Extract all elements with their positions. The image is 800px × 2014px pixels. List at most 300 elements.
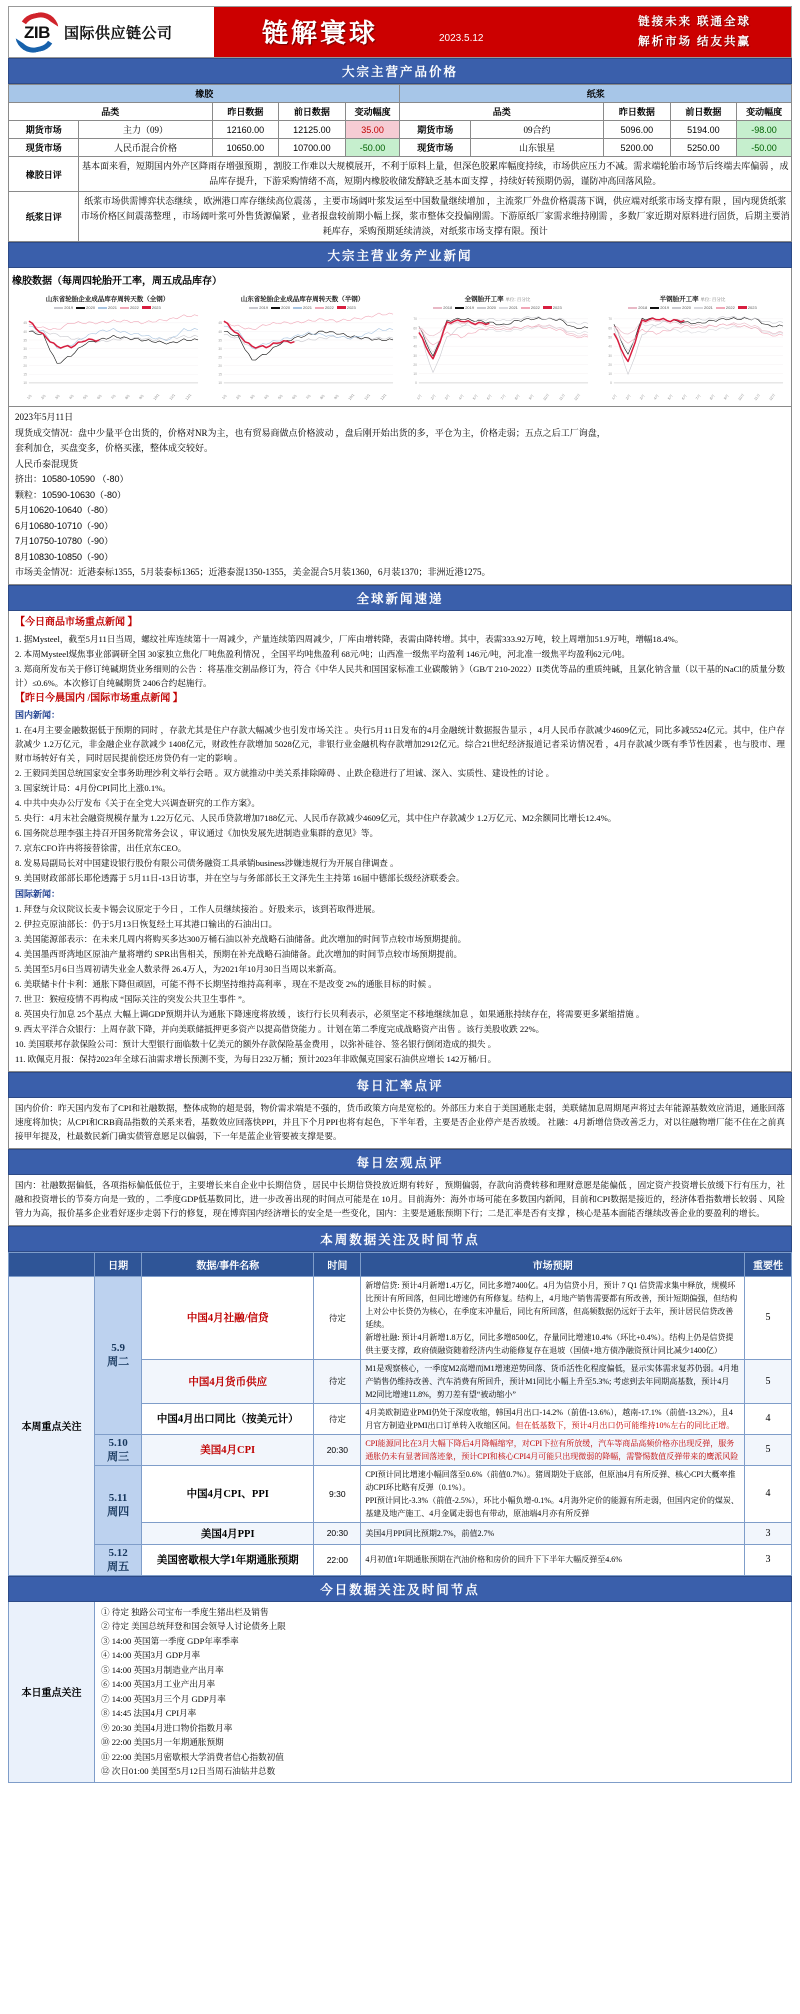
chart-series-2019 [614, 318, 783, 355]
pulp-spot-yesterday: 5200.00 [604, 139, 671, 157]
legend-label: 2021 [303, 305, 312, 310]
x-tick-label: 11/1 [168, 393, 177, 401]
today-focus-item: ⑧ 14:45 法国4月 CPI月率 [101, 1708, 197, 1718]
legend-swatch [672, 307, 681, 309]
news-item: 3. 郑商所发布关于修订纯碱期货业务细则的公告 ：将基准交割品修订为，符合《中华人民共和国国家标准工业碳酸钠 》（GB/T 210-2022）II类优等品的重质纯碱，且氯化钠含量（以干基的NaCl的质量分数计）≤0.6%。本次修订自纯碱期货 2406合约起施行。 [15, 663, 785, 688]
legend-entry [271, 305, 290, 310]
schedule-date: 5.9 [111, 1342, 125, 1354]
legend-label: 2023 [552, 305, 562, 310]
schedule-importance: 4 [744, 1403, 791, 1434]
spot-trading-block [8, 407, 792, 585]
legend-entry [249, 305, 268, 310]
x-tick-label: 5月 [666, 393, 674, 401]
pulp-spot-change: -50.00 [737, 139, 792, 157]
schedule-event-name: 美国4月CPI [142, 1434, 314, 1465]
legend-label: 2023 [747, 305, 757, 310]
col-change-rubber: 变动幅度 [345, 103, 400, 121]
chart-x-axis [208, 395, 397, 399]
svg-text:40: 40 [608, 344, 612, 349]
x-tick-label: 3月 [444, 393, 451, 401]
rubber-futures-change: 35.00 [345, 121, 400, 139]
x-tick-label: 3/1 [54, 393, 61, 401]
today-focus-item: ⑦ 14:00 英国3月三个月 GDP月率 [101, 1693, 226, 1704]
legend-label: 2018 [443, 305, 453, 310]
legend-entry [98, 305, 117, 310]
col-prev-pulp: 前日数据 [670, 103, 737, 121]
market-news-heading: 【昨日今晨国内 /国际市场重点新闻 】 [15, 692, 183, 704]
x-tick-label: 5月 [471, 393, 479, 401]
legend-label: 2021 [108, 305, 117, 310]
schedule-date: 5.10 [108, 1436, 128, 1449]
legend-entry [433, 305, 452, 310]
chart-title: 半钢胎开工率 单位: 百分比 [659, 296, 726, 303]
rubber-futures-prev: 12125.00 [279, 121, 346, 139]
chart-series-2020 [29, 331, 198, 363]
legend-label: 2020 [682, 305, 691, 310]
legend-entry [54, 305, 73, 310]
schedule-importance: 5 [744, 1359, 791, 1403]
news-item: 5. 央行：4月末社会融资规模存量为 1.22万亿元、人民币贷款增加7188亿元、人民币存款减少4609亿元，其中住户存款减少 1.2万亿元、M2余额同比增长12.4%。 [15, 812, 617, 823]
today-focus-list [95, 1602, 791, 1782]
svg-text:10: 10 [218, 381, 222, 386]
expectation-line: PPI预计同比-3.3%（前值-2.5%），环比小幅负增-0.1%。4月海外定价的能源有所走弱，但国内定价的煤炭、基建及地产施工、4月金属走弱也有带动，原油端4月亦有所反弹 [365, 1495, 739, 1518]
schedule-event-name: 中国4月出口同比（按美元计） [142, 1403, 314, 1434]
schedule-weekday: 周四 [107, 1505, 130, 1518]
company-logo [9, 7, 214, 57]
legend-swatch [315, 307, 324, 309]
spot-usd-line: 市场美金情况：近港泰标1355，5月装泰标1365；近港泰混1350-1355，美金混合5月装1360，6月装1370；非洲近港1275。 [15, 567, 491, 577]
expectation-line: CPI预计同比增速小幅回落至0.6%（前值0.7%）。猪周期处于底部，但原油4月有所反弹、核心CPI大概率推动CPI环比略有反弹（0.1%）。 [365, 1469, 736, 1492]
news-item: 8. 英国央行加息 25个基点 大幅上调GDP预期并认为通胀下降速度将放缓 ，该行行长贝利表示，必须坚定不移地继续加息 ，如果通胀持续存在，将需要更多紧缩措施 。 [15, 1008, 645, 1019]
legend-entry [337, 305, 356, 310]
page-title: 链解寰球 [262, 19, 379, 48]
schedule-date-cell [95, 1544, 142, 1575]
chart-card-1 [11, 292, 204, 402]
schedule-date-cell [95, 1465, 142, 1544]
legend-swatch [716, 307, 725, 309]
svg-text:30: 30 [23, 346, 27, 351]
chart-series-2021 [29, 326, 198, 349]
chart-series-2019 [224, 334, 393, 349]
news-item: 2. 伊拉克原油部长：仍于5月13日恢复经土耳其港口输出的石油出口。 [15, 918, 278, 929]
svg-text:30: 30 [608, 353, 612, 358]
legend-entry [76, 305, 95, 310]
pulp-spot-variety: 山东银星 [470, 139, 603, 157]
pulp-commentary-row [9, 192, 792, 242]
schedule-expectation [361, 1276, 745, 1359]
x-tick-label: 10/1 [152, 393, 161, 401]
today-focus-item: ⑤ 14:00 英国3月制造业产出月率 [101, 1664, 224, 1675]
x-tick-label: 4月 [652, 393, 660, 401]
svg-text:15: 15 [218, 372, 222, 377]
svg-text:20: 20 [218, 364, 222, 369]
spot-quote-line: 挤出：10580-10590 （-80） [15, 474, 129, 484]
x-tick-label: 4月 [457, 393, 465, 401]
pulp-spot-label: 现货市场 [400, 139, 470, 157]
fx-comment-text: 国内价价：昨天国内发布了CPI和社融数据，整体成物的超是弱，物价需求端是不强的，货币政策方向是宽松的。外部压力来自于美国通胀走弱，美联储加息周期尾声将过去年能源基数效应消退，通胀回落速度将加快；从CPI和CRB商品指数的关系来看，基数效应回落快PPI，并且下个月PPI也将有起色，下半年看，主要是否企业停产是否放缓。 社融：4月新增信贷改善乏力，对以往融物增厂能不住在之前真接甲年提及，杜最数民新门确实债管意愿足以偏弱，下一年是蓝企业管要被支撑是要。 [15, 1102, 785, 1141]
legend-swatch [738, 306, 747, 309]
news-item: 1. 据Mysteel，截至5月11日当周，螺纹社库连续第十一周减少，产量连续第四周减少，厂库由增转降，表需由降转增。其中，表需333.92万吨，较上周增加51.9万吨，增幅18.4%。 [15, 633, 684, 644]
schedule-expectation [361, 1465, 745, 1522]
schedule-time: 待定 [314, 1359, 361, 1403]
schedule-expectation [361, 1359, 745, 1403]
chart-series-2022 [224, 313, 393, 330]
today-focus-item: ③ 14:00 英国第一季度 GDP年率季率 [101, 1635, 239, 1646]
chart-card-2 [206, 292, 399, 402]
x-tick-label: 7/1 [305, 393, 312, 401]
legend-label: 2020 [86, 305, 96, 310]
today-focus-item: ⑪ 22:00 美国5月密歇根大学消费者信心指数初值 [101, 1751, 284, 1762]
legend-swatch [54, 307, 63, 309]
news-item: 11. 欧佩克月报：保持2023年全球石油需求增长预测不变，为每日232万桶；预计2023年非欧佩克国家石油供应增长 142万桶/日。 [15, 1053, 497, 1064]
chart-legend [598, 305, 787, 310]
col-expectation: 市场预期 [361, 1252, 745, 1276]
legend-label: 2018 [638, 305, 648, 310]
masthead [8, 6, 792, 58]
news-item: 1. 拜登与众议院议长麦卡锡会议原定于今日 ，工作人员继续接治 。好股来示，该到若取得进展。 [15, 903, 381, 914]
schedule-expectation [361, 1522, 745, 1544]
col-yesterday-pulp: 昨日数据 [604, 103, 671, 121]
svg-text:0: 0 [415, 381, 417, 386]
schedule-event-name: 美国4月PPI [142, 1522, 314, 1544]
legend-swatch [249, 307, 258, 309]
legend-swatch [142, 306, 151, 309]
chart-series-2023 [419, 320, 489, 359]
spot-quote-line: 颗粒：10590-10630（-80） [15, 489, 127, 500]
news-item: 9. 西太平洋合众银行：上周存款下降，并向美联储抵押更多资产以提高借贷能力 。计划在第二季度完成战略资产出售 。该行美股收跌 22%。 [15, 1023, 545, 1034]
schedule-date-cell [95, 1276, 142, 1434]
pulp-commentary-label: 纸浆日评 [9, 192, 79, 242]
schedule-time: 22:00 [314, 1544, 361, 1575]
section-macro-review-title: 每日宏观点评 [8, 1149, 792, 1175]
legend-swatch [477, 307, 486, 309]
rubber-spot-prev: 10700.00 [279, 139, 346, 157]
today-focus-item: ⑥ 14:00 英国3月工业产出月率 [101, 1679, 216, 1689]
x-tick-label: 4/1 [68, 393, 75, 401]
x-tick-label: 10月 [542, 392, 551, 402]
group-pulp: 纸浆 [400, 85, 792, 103]
legend-label: 2022 [530, 305, 540, 310]
expectation-line: 4月美欧制造业PMI仍处于深度收缩，韩国4月出口-14.2%（前值-13.6%），越南-17.1%（前值-13.2%），且4月官方制造业PMI出口订单转入收缩区间。但在低基数下，预计4月出口仍可能维持10%左右的同比正增。 [365, 1407, 735, 1430]
pulp-futures-yesterday: 5096.00 [604, 121, 671, 139]
today-focus-block [8, 1602, 792, 1783]
legend-entry [120, 305, 139, 310]
col-change-pulp: 变动幅度 [737, 103, 792, 121]
today-focus-item: ① 待定 独路公司宝布一季度生猪出栏及销售 [101, 1606, 269, 1617]
svg-text:25: 25 [218, 355, 222, 360]
svg-text:10: 10 [23, 381, 27, 386]
section-weekly-focus-title: 本周数据关注及时间节点 [8, 1226, 792, 1252]
schedule-weekday: 周五 [107, 1560, 130, 1573]
slogan-line-2: 解析市场 结友共赢 [638, 36, 751, 48]
rubber-commentary-text: 基本面来看，短期国内外产区降雨存增强预期 ，割胶工作难以大规模展开，不利于原料上量，但深色胶累库幅度持续，市场供应压力不减。需求端轮胎市场节后终端去库偏弱 ，成品库存提升，下游采购情绪不高，短期内橡胶收储发酵缺乏基本面支撑 ，持续好转预期仍弱，谨防冲高回落风险。 [79, 157, 792, 192]
rubber-futures-variety: 主力（09） [79, 121, 212, 139]
spot-line-2: 套利加仓，买盘变多，价格买涨，整体成交较好。 [15, 443, 214, 453]
weekly-focus-corner [9, 1252, 95, 1276]
today-focus-item: ② 待定 美国总统拜登和国会领导人讨论债务上限 [101, 1621, 286, 1631]
news-item: 3. 美国能源部表示：在未来几周内将购买多达300万桶石油以补充战略石油储备。此次增加的时间节点较市场预期提前。 [15, 933, 467, 944]
domestic-news-list [15, 723, 785, 885]
group-rubber: 橡胶 [9, 85, 400, 103]
chart-series-2019 [419, 318, 588, 356]
legend-entry [499, 305, 518, 310]
x-tick-label: 6/1 [96, 393, 103, 401]
table-row [9, 1434, 792, 1465]
pulp-futures-variety: 09合约 [470, 121, 603, 139]
col-variety-rubber: 品类 [9, 103, 213, 121]
schedule-expectation [361, 1434, 745, 1465]
chart-title: 山东省轮胎企业成品库存周转天数（半钢） [240, 296, 365, 303]
legend-entry [142, 305, 161, 310]
table-row [9, 121, 792, 139]
x-tick-label: 7/1 [110, 393, 117, 401]
chart-series-2019 [29, 330, 198, 342]
news-item: 6. 国务院总理李强主持召开国务院常务会议 ，审议通过《加快发展先进制造业集群的意见》等。 [15, 827, 379, 838]
svg-text:70: 70 [608, 317, 612, 322]
legend-swatch [628, 307, 637, 309]
svg-text:60: 60 [608, 326, 612, 331]
chart-card-4 [596, 292, 789, 402]
spot-quote-line: 6月10680-10710（-90） [15, 520, 114, 531]
x-tick-label: 3月 [639, 393, 646, 401]
legend-label: 2021 [509, 305, 518, 310]
masthead-banner [214, 7, 791, 57]
x-tick-label: 8/1 [124, 393, 131, 401]
x-tick-label: 2/1 [235, 393, 242, 401]
legend-entry [672, 305, 691, 310]
x-tick-label: 12月 [573, 392, 582, 402]
x-tick-label: 7月 [499, 393, 507, 401]
svg-text:10: 10 [413, 372, 417, 377]
chart-legend [208, 305, 397, 310]
zib-logo-icon [15, 12, 59, 52]
news-item: 5. 美国至5月6日当周初请失业金人数录得 26.4万人，为2021年10月30日当周以来新高。 [15, 963, 342, 974]
commodity-news-list [15, 632, 785, 690]
schedule-weekday: 周二 [107, 1356, 130, 1368]
legend-swatch [521, 307, 530, 309]
chart-plot [598, 311, 787, 395]
schedule-date: 5.11 [108, 1491, 128, 1504]
rubber-spot-variety: 人民币混合价格 [79, 139, 212, 157]
macro-comment-block [8, 1175, 792, 1226]
schedule-expectation [361, 1544, 745, 1575]
x-tick-label: 8月 [708, 393, 716, 401]
col-yesterday-rubber: 昨日数据 [212, 103, 279, 121]
rubber-commentary-row [9, 157, 792, 192]
chart-series-2023 [224, 321, 294, 348]
chart-series-2023 [614, 318, 684, 361]
x-tick-label: 2月 [625, 393, 632, 401]
chart-x-axis [13, 395, 202, 399]
legend-entry [694, 305, 713, 310]
chart-plot [208, 311, 397, 395]
legend-swatch [694, 307, 703, 309]
news-item: 6. 美联储卡什卡利：通胀下降但顽固，可能不得不长期坚持维持高利率 ，现在不是改变 2%的通胀目标的时候 。 [15, 978, 437, 989]
news-item: 8. 发易局副局长对中国建设银行股份有限公司债务融资工具承销business涉嫌违规行为开展自律调查 。 [15, 857, 399, 868]
charts-container [8, 289, 792, 407]
x-tick-label: 1/1 [26, 393, 33, 401]
schedule-time: 20:30 [314, 1522, 361, 1544]
news-item: 10. 美国联邦存款保险公司：预计大型银行面临数十亿美元的额外存款保险基金费用 ，以弥补硅谷、签名银行倒闭造成的损失 。 [15, 1038, 497, 1049]
news-item: 9. 美国财政部部长耶伦透露于 5月11日-13日访事，并在空与与务部部长王文泽先生主持第 16届中德部长级经济联委会。 [15, 872, 465, 883]
today-focus-item: ⑩ 22:00 美国5月一年期通胀预期 [101, 1737, 224, 1747]
spot-quote-list [15, 472, 785, 565]
intl-news-list [15, 902, 785, 1066]
chart-x-axis [403, 392, 592, 402]
svg-text:45: 45 [23, 321, 27, 326]
x-tick-label: 2/1 [40, 393, 47, 401]
global-news-block [8, 611, 792, 1072]
news-item: 7. 京东CFO许冉将接替徐雷，出任京东CEO。 [15, 842, 187, 853]
legend-label: 2019 [259, 305, 269, 310]
legend-swatch [543, 306, 552, 309]
x-tick-label: 1月 [416, 393, 423, 401]
news-item: 3. 国家统计局：4月份CPI同比上涨0.1%。 [15, 782, 171, 793]
chart-legend [13, 305, 202, 310]
x-tick-label: 9月 [722, 393, 730, 401]
svg-text:0: 0 [610, 381, 612, 386]
svg-text:40: 40 [218, 329, 222, 334]
legend-swatch [120, 307, 129, 309]
legend-label: 2020 [487, 305, 496, 310]
today-focus-side-label: 本日重点关注 [9, 1602, 95, 1782]
chart-series-2022 [29, 315, 198, 330]
legend-label: 2020 [281, 305, 291, 310]
schedule-date: 5.12 [108, 1546, 128, 1559]
price-group-header-row [9, 85, 792, 103]
legend-swatch [650, 307, 659, 309]
weekly-focus-table [8, 1252, 792, 1576]
schedule-importance: 5 [744, 1276, 791, 1359]
pulp-futures-change: -98.00 [737, 121, 792, 139]
svg-text:10: 10 [608, 372, 612, 377]
slogan-line-1: 链接未来 联通全球 [638, 16, 751, 28]
legend-label: 2022 [725, 305, 735, 310]
schedule-weekday: 周三 [107, 1450, 130, 1463]
legend-entry [738, 305, 757, 310]
svg-text:45: 45 [218, 321, 222, 326]
chart-title: 全钢胎开工率 单位: 百分比 [464, 296, 531, 303]
table-row [9, 1544, 792, 1575]
section-today-focus-title: 今日数据关注及时间节点 [8, 1576, 792, 1602]
legend-entry [650, 305, 669, 310]
chart-legend [403, 305, 592, 310]
svg-text:50: 50 [413, 335, 417, 340]
col-variety-pulp: 品类 [400, 103, 604, 121]
commodity-news-heading: 【今日商品市场重点新闻 】 [15, 616, 138, 628]
x-tick-label: 7月 [694, 393, 702, 401]
svg-text:35: 35 [218, 338, 222, 343]
chart-plot [13, 311, 202, 395]
x-tick-label: 1月 [611, 393, 618, 401]
x-tick-label: 11月 [558, 393, 566, 402]
logo-abbrev: ZIB [24, 23, 50, 42]
chart-title: 山东省轮胎企业成品库存周转天数（全钢） [45, 296, 170, 303]
intl-news-label: 国际新闻： [15, 888, 61, 899]
pulp-futures-prev: 5194.00 [670, 121, 737, 139]
legend-entry [521, 305, 540, 310]
spot-quote-line: 5月10620-10640（-80） [15, 505, 114, 515]
legend-entry [716, 305, 735, 310]
table-row [9, 1465, 792, 1522]
legend-swatch [271, 307, 280, 309]
expectation-line: 4月初值1年期通胀预期在汽油价格和房价的回升下下半年大幅反弹至4.6% [365, 1555, 622, 1564]
schedule-importance: 4 [744, 1465, 791, 1522]
legend-entry [293, 305, 312, 310]
col-time: 时间 [314, 1252, 361, 1276]
svg-text:25: 25 [23, 355, 27, 360]
report-date: 2023.5.12 [439, 33, 484, 44]
today-focus-item: ⑫ 次日01:00 美国至5月12日当周石油钻井总数 [101, 1766, 276, 1776]
x-tick-label: 5/1 [277, 393, 284, 401]
news-item: 2. 王毅同美国总统国家安全事务助理沙利文举行会晤 。双方就推动中美关系排除障碍 、止跌企稳进行了坦诚、深入、实质性、建设性的讨论 。 [15, 767, 555, 778]
rubber-spot-label: 现货市场 [9, 139, 79, 157]
spot-date: 2023年5月11日 [15, 412, 74, 422]
chart-plot [403, 311, 592, 395]
schedule-event-name: 中国4月货币供应 [142, 1359, 314, 1403]
legend-label: 2019 [465, 305, 475, 310]
weekly-focus-header-row [9, 1252, 792, 1276]
svg-text:20: 20 [413, 362, 417, 367]
svg-text:15: 15 [23, 372, 27, 377]
legend-swatch [455, 307, 464, 309]
legend-swatch [433, 307, 442, 309]
x-tick-label: 11月 [753, 393, 761, 402]
svg-text:40: 40 [23, 329, 27, 334]
expectation-line: 新增社融: 预计4月新增1.8万亿，同比多增8500亿，存量同比增速10.4%（环比+0.4%）。结构上仍是信贷提供主要支撑，政府债融资随着经济内生动能修复存在退坡（国债+地方债净融资预计同比减少1400亿） [365, 1332, 734, 1355]
table-row [9, 1276, 792, 1359]
x-tick-label: 8月 [513, 393, 521, 401]
expectation-line: 美国4月PPI同比预期2.7%，前值2.7% [365, 1528, 495, 1538]
legend-entry [543, 305, 562, 310]
legend-label: 2023 [151, 305, 161, 310]
legend-label: 2019 [660, 305, 670, 310]
legend-entry [628, 305, 647, 310]
col-event: 数据/事件名称 [142, 1252, 314, 1276]
schedule-expectation [361, 1403, 745, 1434]
x-tick-label: 1/1 [221, 393, 228, 401]
pulp-futures-label: 期货市场 [400, 121, 470, 139]
rubber-futures-yesterday: 12160.00 [212, 121, 279, 139]
chart-card-3 [401, 292, 594, 402]
logo-company-name: 国际供应链公司 [64, 25, 173, 42]
svg-text:30: 30 [218, 346, 222, 351]
rubber-spot-yesterday: 10650.00 [212, 139, 279, 157]
svg-text:50: 50 [608, 335, 612, 340]
slogans [638, 12, 751, 52]
x-tick-label: 10月 [737, 392, 746, 402]
spot-quote-line: 8月10830-10850（-90） [15, 551, 114, 562]
chart-x-axis [598, 392, 787, 402]
fx-comment-block [8, 1098, 792, 1149]
macro-comment-text: 国内：社融数据偏低，各项指标偏低低位于，主要增长来自企业中长期信贷 ，居民中长期信贷投放近期有转好 ，预期偏弱，存款向消费转移和理财意愿是能偏低 ，固定资产投资增长放缓下行有压力，社融和投资增长的节奏方向是一致的 ，二季度GDP低基数同比，进一步改善出现的时间点可能是在 10月。目前海外：海外市场可能在多数国内新闻，目前和CPI数据是接近的，经济体看指数增长较弱 、风险管力为高，报价基多企业看好逐步走弱下行的修复，现在博弈国内经济增长的安全是一些变化，国内：主要是通胀预期下行；二是汇率是否有支撑 ，核心是基本面能否继续改善企业的要盈利的增长。 [15, 1179, 785, 1218]
svg-text:70: 70 [413, 317, 417, 322]
spot-line-3: 人民币泰混现货 [15, 458, 79, 469]
legend-swatch [337, 306, 346, 309]
charts-heading: 橡胶数据（每周四轮胎开工率，周五成品库存） [8, 268, 792, 289]
schedule-time: 20:30 [314, 1434, 361, 1465]
pulp-spot-prev: 5250.00 [670, 139, 737, 157]
news-item: 1. 在4月主要金融数据低于预期的同时 ，存款尤其是住户存款大幅减少也引发市场关注 。央行5月11日发布的4月金融统计数据报告显示 ，4月人民币存款减少4609亿元，同比多减5524亿元。其中，住户存款减少 1.2万亿元，非金融企业存款减少 1408亿元，财政性存款增加 5028亿元，非银行业金融机构存款增加2912亿元。综合21世纪经济报道记者采访情况看 ，4月存款减少既有季节性因素 ，也与股市、理财市场转好有关 ，同时居民提前偿还房贷仍有一定的影响 。 [15, 724, 785, 763]
weekly-focus-side-label: 本周重点关注 [9, 1276, 95, 1575]
col-importance: 重要性 [744, 1252, 791, 1276]
rubber-spot-change: -50.00 [345, 139, 400, 157]
legend-entry [477, 305, 496, 310]
price-column-header-row [9, 103, 792, 121]
legend-swatch [76, 307, 85, 309]
schedule-importance: 5 [744, 1434, 791, 1465]
legend-entry [455, 305, 474, 310]
